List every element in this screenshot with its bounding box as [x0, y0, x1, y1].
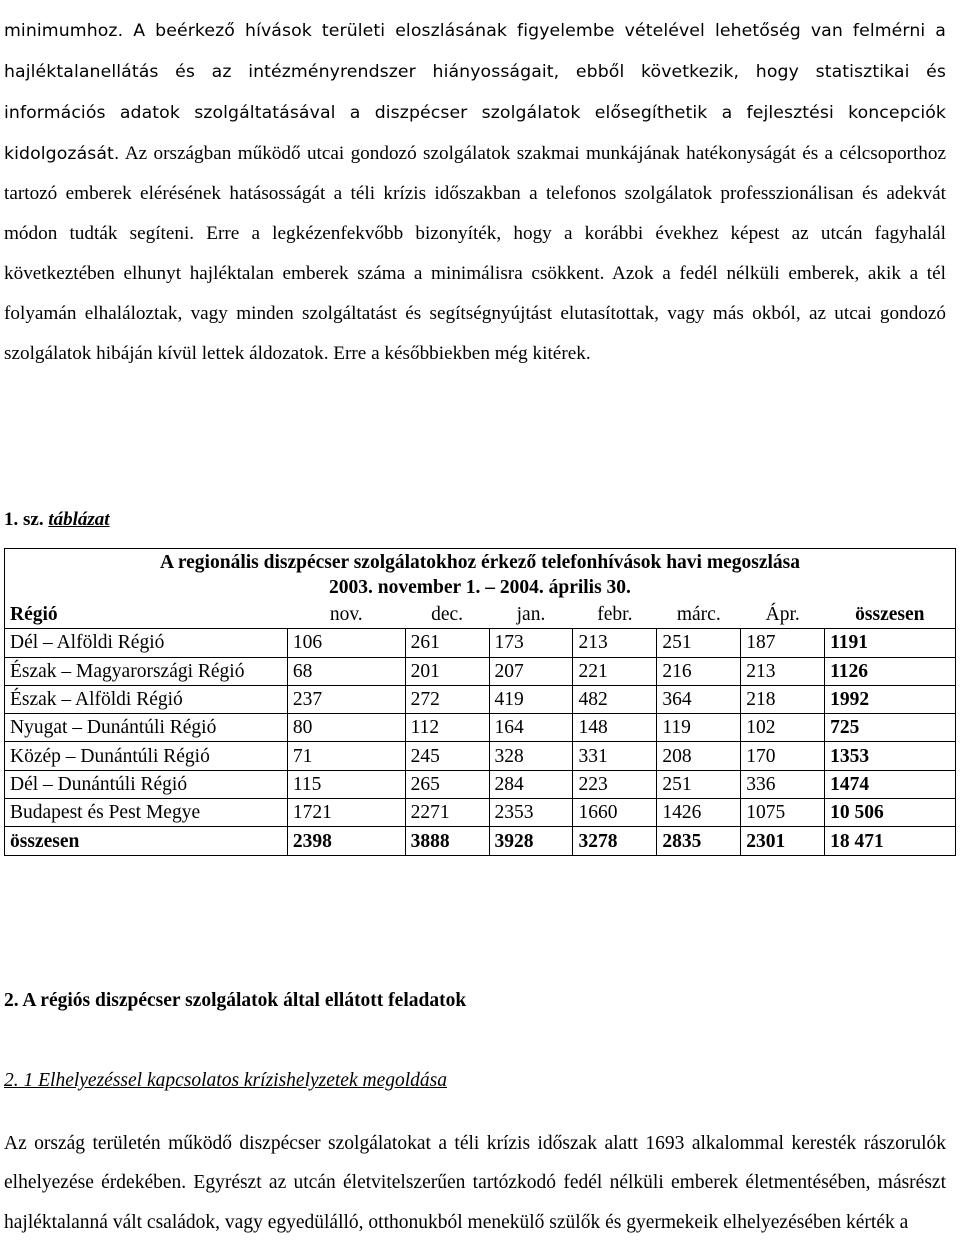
table-row-total-cell: 1353 — [825, 742, 956, 770]
table-row — [5, 742, 956, 770]
table-row-value-cell: 71 — [287, 742, 405, 770]
table-row-region-cell: Dél – Alföldi Régió — [5, 629, 288, 657]
table-title-line2: 2003. november 1. – 2004. április 30. — [329, 577, 631, 598]
table-row-value-cell: 328 — [489, 742, 573, 770]
table-header-cell: összesen — [825, 601, 956, 629]
table-row-value-cell: 331 — [573, 742, 657, 770]
table-row-region-cell: Dél – Dunántúli Régió — [5, 770, 288, 798]
table-row-value-cell: 208 — [657, 742, 741, 770]
table-header-cell: nov. — [287, 601, 405, 629]
table-header-row — [5, 601, 956, 629]
body-paragraph: Az ország területén működő diszpécser szolgálatokat a téli krízis időszak alatt 1693 alkalommal keresték rászorulók elhelyezése érdekében. Egyrészt az utcán életvitelszerűen tartózkodó fedél nélküli emberek életmentésében, másrészt hajléktalanná vált családok, vagy egyedülálló, otthonukból menekülő szülők és gyermekeik elhelyezésében kérték a — [4, 1132, 946, 1234]
table-row-value-cell: 237 — [287, 685, 405, 713]
table-row-value-cell: 245 — [405, 742, 489, 770]
table-row-value-cell: 164 — [489, 714, 573, 742]
table-row-value-cell: 1660 — [573, 799, 657, 827]
table-row-value-cell: 364 — [657, 685, 741, 713]
table-caption — [4, 509, 110, 531]
table-caption-number: 1. sz. — [4, 509, 44, 530]
table-row-value-cell: 187 — [741, 629, 825, 657]
table-row-value-cell: 80 — [287, 714, 405, 742]
table-row-total-cell: 1191 — [825, 629, 956, 657]
table-row-value-cell: 1721 — [287, 799, 405, 827]
table-row — [5, 629, 956, 657]
table-row-value-cell: 284 — [489, 770, 573, 798]
table-row-value-cell: 482 — [573, 685, 657, 713]
table-sum-value-cell: 2398 — [287, 827, 405, 855]
table-row-region-cell: Észak – Magyarországi Régió — [5, 657, 288, 685]
table-row-value-cell: 207 — [489, 657, 573, 685]
calls-table — [4, 548, 956, 856]
table-row-value-cell: 336 — [741, 770, 825, 798]
table-row-value-cell: 223 — [573, 770, 657, 798]
table-sum-row — [5, 827, 956, 855]
table-row-value-cell: 221 — [573, 657, 657, 685]
table-row-value-cell: 251 — [657, 629, 741, 657]
table-row-value-cell: 68 — [287, 657, 405, 685]
table-row-value-cell: 213 — [741, 657, 825, 685]
table-header-cell: Régió — [5, 601, 288, 629]
table-row-region-cell: Budapest és Pest Megye — [5, 799, 288, 827]
table-row-value-cell: 272 — [405, 685, 489, 713]
table-title-line1: A regionális diszpécser szolgálatokhoz érkező telefonhívások havi megoszlása — [159, 552, 801, 573]
table-row-total-cell: 1992 — [825, 685, 956, 713]
table-row-value-cell: 148 — [573, 714, 657, 742]
table-header-cell: dec. — [405, 601, 489, 629]
table-row-region-cell: Közép – Dunántúli Régió — [5, 742, 288, 770]
table-sum-value-cell: 3928 — [489, 827, 573, 855]
table-sum-value-cell: 3278 — [573, 827, 657, 855]
table-header-cell: Ápr. — [741, 601, 825, 629]
table-row-value-cell: 173 — [489, 629, 573, 657]
table-row-value-cell: 170 — [741, 742, 825, 770]
table-row-value-cell: 112 — [405, 714, 489, 742]
table-row — [5, 657, 956, 685]
table-sum-value-cell: 3888 — [405, 827, 489, 855]
table-row-value-cell: 119 — [657, 714, 741, 742]
table-caption-word: táblázat — [48, 509, 110, 530]
table-row-value-cell: 1075 — [741, 799, 825, 827]
table-row-value-cell: 115 — [287, 770, 405, 798]
table-row-value-cell: 2353 — [489, 799, 573, 827]
table-row — [5, 685, 956, 713]
intro-paragraph-sans-part: minimumhoz. A beérkező hívások területi eloszlásának figyelembe vételével lehetőség van felmérni a hajléktalanellátás és az intézményrendszer hiányosságait, ebből következik, hogy statisztikai és információs adatok szolgáltatásával a diszpécser szolgálatok elősegíthetik a fejlesztési koncepciók kidolgozását. — [4, 21, 946, 164]
intro-paragraph — [4, 11, 946, 373]
table-sum-label-cell: összesen — [5, 827, 288, 855]
table-row-region-cell: Nyugat – Dunántúli Régió — [5, 714, 288, 742]
table-row-value-cell: 218 — [741, 685, 825, 713]
table-row-total-cell: 1126 — [825, 657, 956, 685]
table-title-cell — [5, 549, 956, 602]
table-sum-value-cell: 2835 — [657, 827, 741, 855]
table-row-region-cell: Észak – Alföldi Régió — [5, 685, 288, 713]
table-row-value-cell: 1426 — [657, 799, 741, 827]
table-sum-value-cell: 18 471 — [825, 827, 956, 855]
section-heading: 2. A régiós diszpécser szolgálatok által ellátott feladatok — [4, 990, 467, 1011]
table-header-cell: febr. — [573, 601, 657, 629]
table-row — [5, 799, 956, 827]
table-sum-value-cell: 2301 — [741, 827, 825, 855]
table-row — [5, 770, 956, 798]
table-row — [5, 714, 956, 742]
table-row-total-cell: 1474 — [825, 770, 956, 798]
intro-paragraph-serif-part: Az országban működő utcai gondozó szolgálatok szakmai munkájának hatékonyságát és a célcsoporthoz tartozó emberek elérésének hatásosságát a téli krízis időszakban a telefonos szolgálatok professzionálisan és adekvát módon tudták segíteni. Erre a legkézenfekvőbb bizonyíték, hogy a korábbi évekhez képest az utcán fagyhalál következtében elhunyt hajléktalan emberek száma a minimálisra csökkent. Azok a fedél nélküli emberek, akik a tél folyamán elhaláloztak, vagy minden szolgáltatást és segítségnyújtást elutasítottak, vagy más okból, az utcai gondozó szolgálatok hibáján kívül lettek áldozatok. Erre a későbbiekben még kitérek. — [4, 142, 946, 364]
table-header-cell: márc. — [657, 601, 741, 629]
table-row-value-cell: 201 — [405, 657, 489, 685]
table-title-row — [5, 549, 956, 602]
table-row-value-cell: 419 — [489, 685, 573, 713]
table-row-value-cell: 216 — [657, 657, 741, 685]
table-header-cell: jan. — [489, 601, 573, 629]
subsection-heading: 2. 1 Elhelyezéssel kapcsolatos krízishelyzetek megoldása — [4, 1070, 447, 1091]
table-row-value-cell: 251 — [657, 770, 741, 798]
table-row-value-cell: 265 — [405, 770, 489, 798]
table-row-value-cell: 102 — [741, 714, 825, 742]
table-row-value-cell: 261 — [405, 629, 489, 657]
table-row-total-cell: 725 — [825, 714, 956, 742]
table-row-value-cell: 213 — [573, 629, 657, 657]
table-row-value-cell: 2271 — [405, 799, 489, 827]
table-row-total-cell: 10 506 — [825, 799, 956, 827]
table-row-value-cell: 106 — [287, 629, 405, 657]
